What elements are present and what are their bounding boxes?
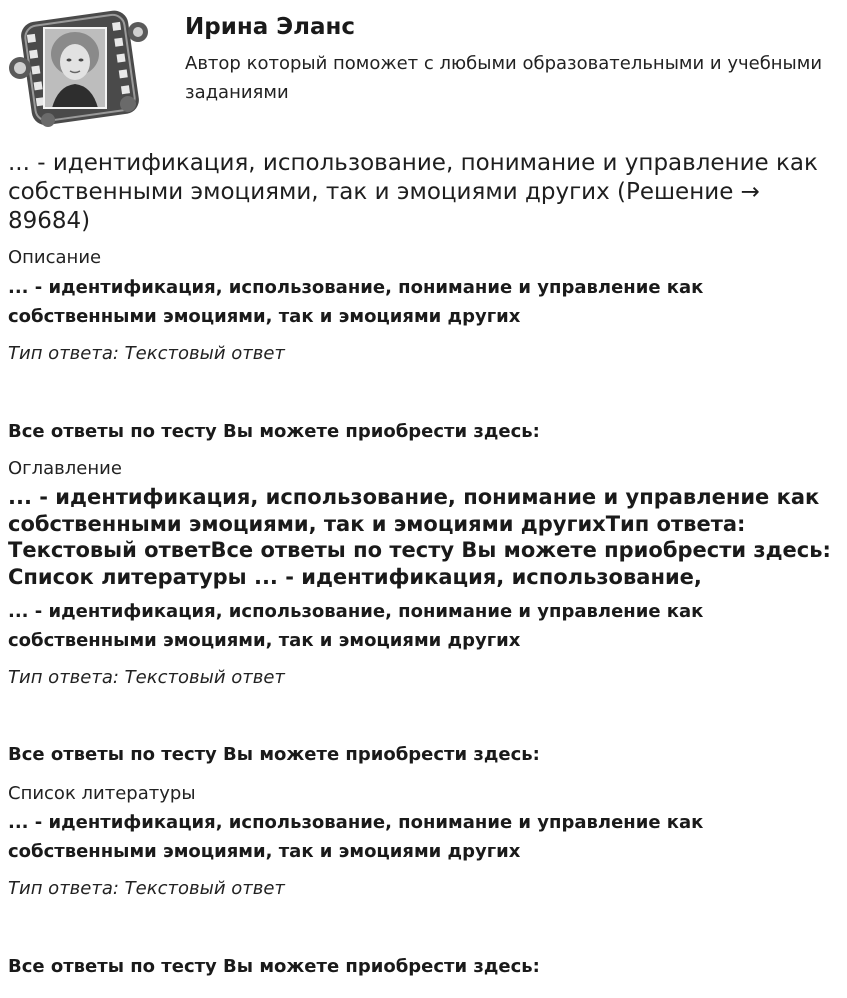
question-text: ... - идентификация, использование, понимание и управление как собственными эмоциями, так и эмоциями других [8, 277, 704, 327]
section-label-references: Список литературы [8, 783, 196, 804]
question-text: ... - идентификация, использование, понимание и управление как собственными эмоциями, так и эмоциями других [8, 601, 704, 651]
author-description: Автор который поможет с любыми образовательными и учебными заданиями [185, 53, 823, 103]
author-block [8, 8, 838, 128]
buy-answers-text: Все ответы по тесту Вы можете приобрести здесь: [8, 744, 540, 765]
answer-type: Тип ответа: Текстовый ответ [8, 878, 285, 899]
author-name[interactable]: Ирина Эланс [185, 14, 356, 40]
question-text: ... - идентификация, использование, понимание и управление как собственными эмоциями, так и эмоциями других [8, 812, 704, 862]
avatar-filmstrip-photo-icon [8, 8, 150, 128]
answer-type: Тип ответа: Текстовый ответ [8, 667, 285, 688]
section-label-toc: Оглавление [8, 458, 122, 479]
answer-type: Тип ответа: Текстовый ответ [8, 343, 285, 364]
page-title: ... - идентификация, использование, понимание и управление как собственными эмоциями, так и эмоциями других (Решение → 89684) [8, 150, 818, 234]
buy-answers-text: Все ответы по тесту Вы можете приобрести здесь: [8, 956, 540, 977]
section-label-description: Описание [8, 247, 102, 268]
buy-answers-text: Все ответы по тесту Вы можете приобрести здесь: [8, 421, 540, 442]
toc-text: ... - идентификация, использование, понимание и управление как собственными эмоциями, так и эмоциями другихТип ответа: Текстовый ответВсе ответы по тесту Вы можете приобрести здесь: Список литературы ... - идентификация, использование, [8, 485, 831, 589]
